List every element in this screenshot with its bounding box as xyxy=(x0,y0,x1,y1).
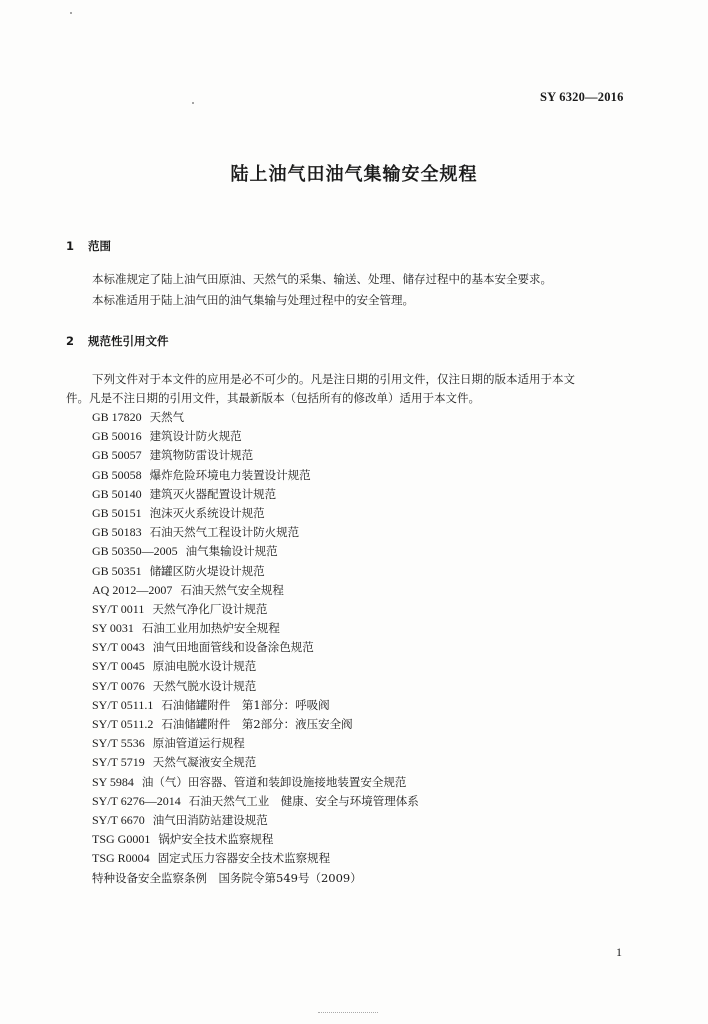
reference-item xyxy=(92,849,419,868)
reference-title: 石油储罐附件 第2部分：液压安全阀 xyxy=(161,717,353,731)
reference-code: GB 50016 xyxy=(92,429,142,444)
section-title: 范围 xyxy=(88,239,111,253)
scope-paragraph-2: 本标准适用于陆上油气田的油气集输与处理过程中的安全管理。 xyxy=(92,293,414,307)
section-title: 规范性引用文件 xyxy=(88,334,169,348)
reference-title: 天然气脱水设计规范 xyxy=(152,678,257,693)
reference-item xyxy=(92,542,419,561)
reference-code: GB 50351 xyxy=(92,563,142,578)
reference-code: SY/T 0011 xyxy=(92,601,145,616)
reference-title: 储罐区防火堤设计规范 xyxy=(149,563,265,578)
reference-code: SY/T 0076 xyxy=(92,678,145,693)
references-intro-line-2: 件。凡是不注日期的引用文件，其最新版本（包括所有的修改单）适用于本文件。 xyxy=(66,391,480,405)
reference-item xyxy=(92,734,419,753)
reference-item xyxy=(92,619,419,638)
reference-title: 天然气 xyxy=(149,410,185,424)
reference-title: 油气田消防站建设规范 xyxy=(152,812,268,827)
reference-item xyxy=(92,773,419,792)
section-number: 2 xyxy=(66,334,75,348)
reference-item xyxy=(92,715,419,734)
reference-code: GB 50057 xyxy=(92,448,142,463)
reference-title: 建筑物防雷设计规范 xyxy=(149,448,254,463)
scope-paragraph-1: 本标准规定了陆上油气田原油、天然气的采集、输送、处理、储存过程中的基本安全要求。 xyxy=(92,272,552,286)
standard-code: SY 6320—2016 xyxy=(540,90,624,104)
reference-code: SY/T 0043 xyxy=(92,640,145,655)
reference-title: 锅炉安全技术监察规程 xyxy=(158,832,274,847)
reference-code: SY/T 0511.1 xyxy=(92,697,154,712)
reference-code: SY 5984 xyxy=(92,774,134,789)
reference-item xyxy=(92,485,419,504)
reference-item xyxy=(92,600,419,619)
page-number: 1 xyxy=(616,945,622,959)
reference-code: SY/T 5719 xyxy=(92,755,145,770)
scan-speck xyxy=(192,102,194,104)
reference-title: 泡沫灭火系统设计规范 xyxy=(149,505,265,520)
reference-title: 石油天然气工程设计防火规范 xyxy=(149,525,300,540)
reference-item xyxy=(92,581,419,600)
section-1-heading xyxy=(66,238,111,254)
reference-code: SY 0031 xyxy=(92,621,134,636)
reference-title: 固定式压力容器安全技术监察规程 xyxy=(157,851,331,866)
reference-code: SY/T 5536 xyxy=(92,736,145,751)
reference-code: GB 50058 xyxy=(92,467,142,482)
reference-code: TSG G0001 xyxy=(92,832,151,847)
reference-item xyxy=(92,869,419,888)
reference-title: 原油电脱水设计规范 xyxy=(152,659,257,674)
reference-item xyxy=(92,562,419,581)
reference-title: 石油天然气工业 健康、安全与环境管理体系 xyxy=(188,793,419,808)
reference-item xyxy=(92,677,419,696)
reference-item xyxy=(92,811,419,830)
reference-code: SY/T 6670 xyxy=(92,812,145,827)
reference-code: SY/T 0511.2 xyxy=(92,717,154,731)
reference-code: GB 50151 xyxy=(92,505,142,520)
section-2-heading xyxy=(66,333,169,349)
reference-item xyxy=(92,657,419,676)
reference-title: 原油管道运行规程 xyxy=(152,736,245,751)
scan-speck xyxy=(70,12,72,14)
reference-item xyxy=(92,466,419,485)
reference-title: 油气集输设计规范 xyxy=(185,544,278,559)
reference-code: AQ 2012—2007 xyxy=(92,582,173,597)
reference-title: 特种设备安全监察条例 国务院令第549号（2009） xyxy=(92,870,362,885)
reference-item xyxy=(92,792,419,811)
reference-title: 油（气）田容器、管道和装卸设施接地装置安全规范 xyxy=(141,774,407,789)
reference-title: 石油工业用加热炉安全规程 xyxy=(141,621,280,636)
reference-code: GB 50140 xyxy=(92,486,142,501)
section-number: 1 xyxy=(66,239,75,253)
document-title: 陆上油气田油气集输安全规程 xyxy=(230,164,478,185)
reference-title: 天然气凝液安全规范 xyxy=(152,755,257,770)
reference-code: TSG R0004 xyxy=(92,851,150,866)
reference-item xyxy=(92,408,419,427)
reference-title: 油气田地面管线和设备涂色规范 xyxy=(152,640,314,655)
reference-title: 建筑灭火器配置设计规范 xyxy=(149,486,277,501)
reference-item xyxy=(92,446,419,465)
reference-title: 石油天然气安全规程 xyxy=(180,582,284,597)
reference-code: GB 50183 xyxy=(92,525,142,540)
references-intro-line-1: 下列文件对于本文件的应用是必不可少的。凡是注日期的引用文件，仅注日期的版本适用于本文 xyxy=(92,372,575,386)
reference-code: GB 50350—2005 xyxy=(92,544,178,559)
reference-item xyxy=(92,427,419,446)
reference-item xyxy=(92,696,419,715)
references-intro xyxy=(66,370,640,408)
scan-footer-mark xyxy=(318,1012,378,1015)
reference-title: 石油储罐附件 第1部分：呼吸阀 xyxy=(161,697,330,712)
reference-item xyxy=(92,523,419,542)
reference-item xyxy=(92,504,419,523)
normative-references-list xyxy=(92,408,419,888)
reference-code: SY/T 6276—2014 xyxy=(92,793,181,808)
reference-title: 建筑设计防火规范 xyxy=(149,429,242,444)
reference-item xyxy=(92,830,419,849)
reference-item xyxy=(92,753,419,772)
reference-code: SY/T 0045 xyxy=(92,659,145,674)
reference-code: GB 17820 xyxy=(92,410,142,424)
reference-title: 爆炸危险环境电力装置设计规范 xyxy=(149,467,311,482)
reference-item xyxy=(92,638,419,657)
reference-title: 天然气净化厂设计规范 xyxy=(152,601,268,616)
